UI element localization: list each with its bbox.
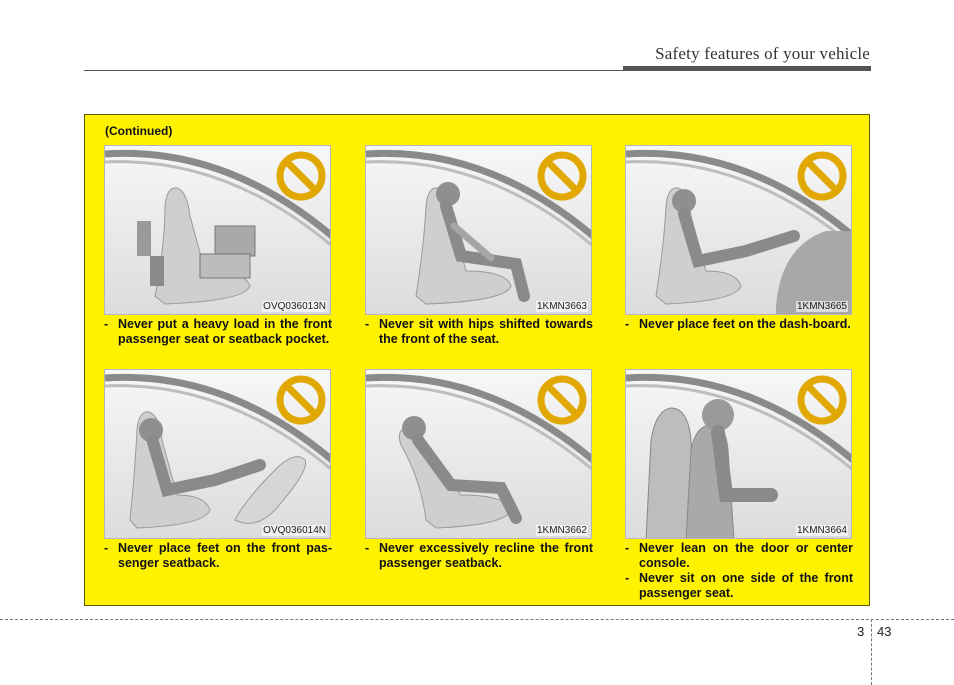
illustration-heavy-load	[104, 145, 331, 315]
caption-dash: -	[625, 541, 630, 555]
caption-dash: -	[365, 541, 370, 555]
illustration-lean-door	[625, 369, 852, 539]
caption-text: Never lean on the door or center console.	[639, 541, 853, 570]
caption-text: Never put a heavy load in the front passenger seat or seatback pocket.	[118, 317, 332, 346]
illustration-hips-shifted	[365, 145, 592, 315]
figure-code: 1KMN3662	[536, 525, 587, 536]
caption	[625, 541, 853, 601]
figure-code: 1KMN3664	[796, 525, 847, 536]
prohibition-icon	[796, 150, 848, 202]
caption-dash: -	[625, 571, 630, 585]
caption-text: Never sit on one side of the front passenger seat.	[639, 571, 853, 600]
caption	[365, 541, 593, 571]
chapter-number: 3	[857, 624, 865, 639]
illustration-recline	[365, 369, 592, 539]
continued-label: (Continued)	[105, 124, 173, 138]
caption-dash: -	[104, 317, 109, 331]
prohibition-icon	[536, 374, 588, 426]
caption-text: Never place feet on the front pas-senger seatback.	[118, 541, 332, 570]
figure-code: 1KMN3665	[796, 301, 847, 312]
prohibition-icon	[796, 374, 848, 426]
caption-dash: -	[365, 317, 370, 331]
caption	[365, 317, 593, 347]
caption	[104, 541, 332, 571]
figure-code: OVQ036013N	[263, 301, 326, 312]
caption-text: Never place feet on the dash-board.	[639, 317, 851, 331]
illustration-feet-on-dashboard	[625, 145, 852, 315]
footer-divider	[871, 619, 872, 685]
figure-code: 1KMN3663	[536, 301, 587, 312]
page-number: 43	[877, 624, 892, 639]
warning-panel	[84, 114, 870, 606]
prohibition-icon	[536, 150, 588, 202]
footer-rule	[0, 619, 954, 620]
caption-text: Never sit with hips shifted towards the front of the seat.	[379, 317, 593, 346]
caption-text: Never excessively recline the front passenger seatback.	[379, 541, 593, 570]
prohibition-icon	[275, 374, 327, 426]
caption	[104, 317, 332, 347]
caption-dash: -	[104, 541, 109, 555]
prohibition-icon	[275, 150, 327, 202]
figure-code: OVQ036014N	[263, 525, 326, 536]
caption	[625, 317, 853, 332]
illustration-feet-on-seatback	[104, 369, 331, 539]
header-title: Safety features of your vehicle	[655, 44, 870, 63]
header-rule	[84, 70, 871, 71]
caption-dash: -	[625, 317, 630, 331]
